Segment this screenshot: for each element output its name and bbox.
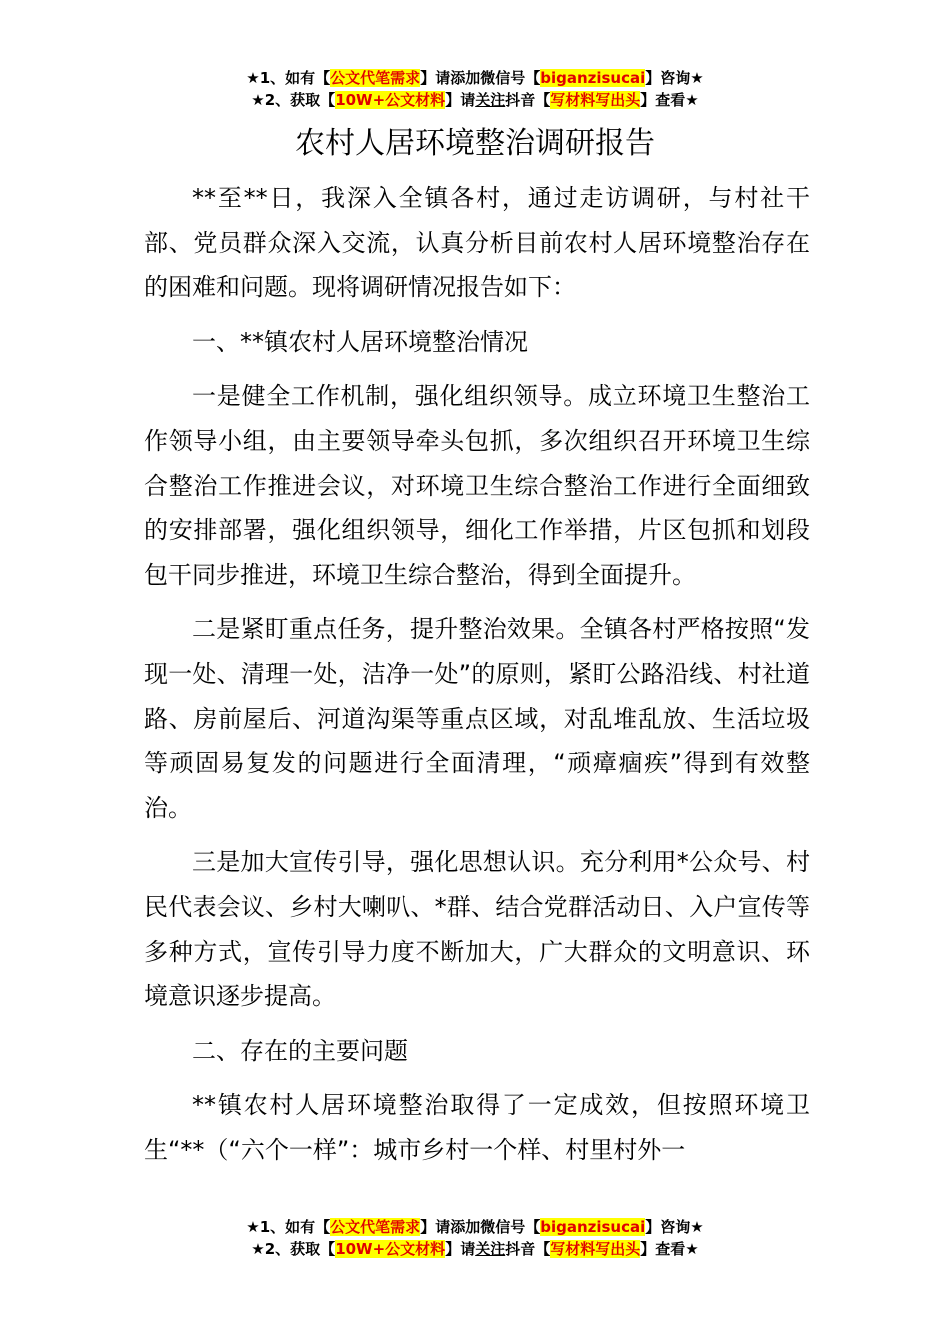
banner-text: 】请 xyxy=(445,1240,476,1258)
paragraph-point-2: 二是紧盯重点任务，提升整治效果。全镇各村严格按照“发现一处、清理一处，洁净一处”的原则，紧盯公路沿线、村社道路、房前屋后、河道沟渠等重点区域，对乱堆乱放、生活垃圾等顽固易复发的问题进行全面清理，“顽瘴痼疾”得到有效整治。 xyxy=(144,615,810,822)
banner-underline: 关注 xyxy=(475,1240,506,1258)
banner-line-1 xyxy=(0,67,950,89)
banner-highlight: 公文代笔需求 xyxy=(330,1218,421,1236)
douyin-account: 写材料写出头 xyxy=(550,1240,641,1258)
banner-highlight: 公文代笔需求 xyxy=(330,69,421,87)
header-banner xyxy=(0,67,950,111)
banner-text: ★1、如有【 xyxy=(246,69,331,87)
banner-text: 】咨询★ xyxy=(645,1218,704,1236)
banner-line-1 xyxy=(0,1216,950,1238)
paragraph-problems: **镇农村人居环境整治取得了一定成效，但按照环境卫生“**（“六个一样”：城市乡村一个样、村里村外一 xyxy=(144,1091,810,1164)
document-title: 农村人居环境整治调研报告 xyxy=(295,126,655,161)
banner-highlight: 10W+公文材料 xyxy=(335,1240,446,1258)
banner-line-2 xyxy=(0,89,950,111)
paragraph-intro: **至**日，我深入全镇各村，通过走访调研，与村社干部、党员群众深入交流，认真分析目前农村人居环境整治存在的困难和问题。现将调研情况报告如下： xyxy=(144,184,810,302)
banner-text: ★2、获取【 xyxy=(251,1240,336,1258)
banner-text: 抖音【 xyxy=(505,1240,551,1258)
banner-underline: 关注 xyxy=(475,91,506,109)
banner-text: 】咨询★ xyxy=(645,69,704,87)
banner-text: ★2、获取【 xyxy=(251,91,336,109)
document-body xyxy=(144,176,810,1182)
banner-text: 】查看★ xyxy=(640,1240,699,1258)
banner-text: 】请 xyxy=(445,91,476,109)
banner-text: 】请添加微信号【 xyxy=(420,1218,541,1236)
paragraph-point-3: 三是加大宣传引导，强化思想认识。充分利用*公众号、村民代表会议、乡村大喇叭、*群、结合党群活动日、入户宣传等多种方式，宣传引导力度不断加大，广大群众的文明意识、环境意识逐步提高。 xyxy=(144,848,810,1011)
banner-text: 】请添加微信号【 xyxy=(420,69,541,87)
banner-highlight: 10W+公文材料 xyxy=(335,91,446,109)
banner-text: ★1、如有【 xyxy=(246,1218,331,1236)
banner-text: 抖音【 xyxy=(505,91,551,109)
douyin-account: 写材料写出头 xyxy=(550,91,641,109)
banner-line-2 xyxy=(0,1238,950,1260)
section-heading-2: 二、存在的主要问题 xyxy=(192,1036,408,1065)
wechat-id: biganzisucai xyxy=(540,69,646,87)
section-heading-1: 一、**镇农村人居环境整治情况 xyxy=(192,327,528,356)
wechat-id: biganzisucai xyxy=(540,1218,646,1236)
banner-text: 】查看★ xyxy=(640,91,699,109)
footer-banner xyxy=(0,1216,950,1260)
paragraph-point-1: 一是健全工作机制，强化组织领导。成立环境卫生整治工作领导小组，由主要领导牵头包抓，多次组织召开环境卫生综合整治工作推进会议，对环境卫生综合整治工作进行全面细致的安排部署，强化组织领导，细化工作举措，片区包抓和划段包干同步推进，环境卫生综合整治，得到全面提升。 xyxy=(144,382,810,589)
